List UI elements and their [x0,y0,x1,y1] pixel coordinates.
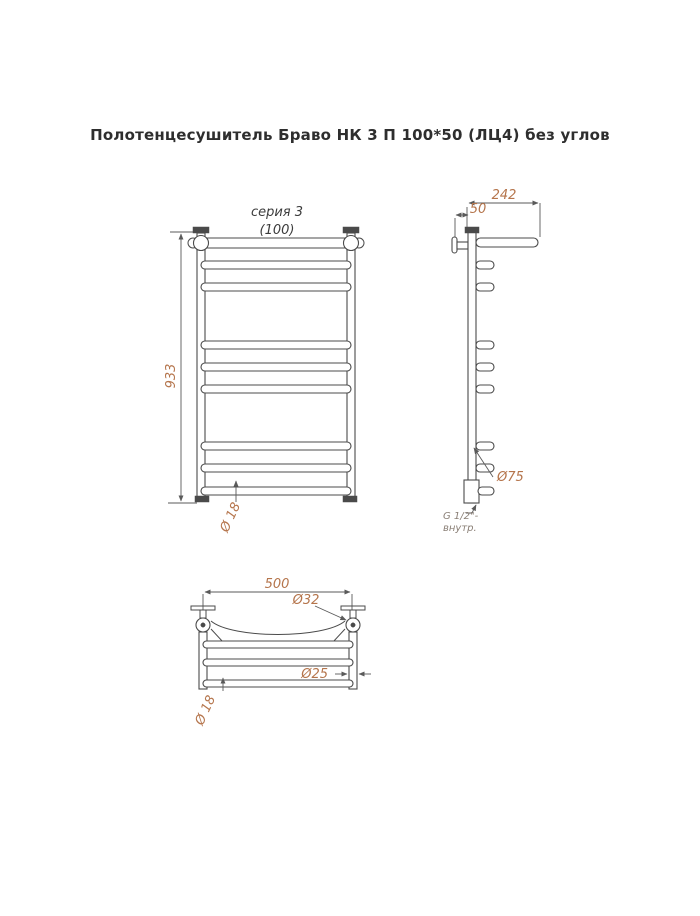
front-right-holder [344,236,359,251]
connection-thread-label: G 1/2"- [443,511,479,522]
side-view [443,188,540,534]
top-bars [203,641,353,687]
connection-type-label: внутр. [443,523,477,534]
front-top-bar [203,238,349,248]
top-rail-diameter-label: Ø 18 [192,693,220,728]
series-label: серия 3 [250,205,304,220]
drawing-title: Полотенцесушитель Браво НК 3 П 100*50 (ЛЦ4) без углов [90,126,610,144]
front-left-cap [193,227,209,233]
dim-offset-label: 50 [469,202,487,217]
top-shelf-curve [211,621,345,635]
side-rail-cap [465,227,479,233]
dim-depth-label: 242 [491,188,517,203]
dim-height-label: 933 [164,363,179,389]
cup-diameter-label: Ø75 [497,470,524,485]
side-bottom-cup [464,480,479,503]
holder-diameter-label: Ø32 [292,593,320,608]
top-view [191,577,371,729]
front-view [164,205,364,536]
side-bracket-stem [457,242,468,249]
top-right-bracket [341,606,365,610]
front-left-holder [194,236,209,251]
dim-width-label: 500 [264,577,290,592]
side-wall-bracket [452,237,457,253]
front-right-cap [343,227,359,233]
side-rail [468,232,476,503]
front-rail-diameter-label: Ø 18 [217,500,245,535]
post-diameter-label: Ø25 [301,667,328,682]
front-rungs [201,261,351,495]
side-shelf-bar [476,238,538,247]
front-left-foot [195,496,209,502]
side-rung-stubs [476,261,494,450]
width-ref-label: (100) [259,223,295,238]
front-right-foot [343,496,357,502]
